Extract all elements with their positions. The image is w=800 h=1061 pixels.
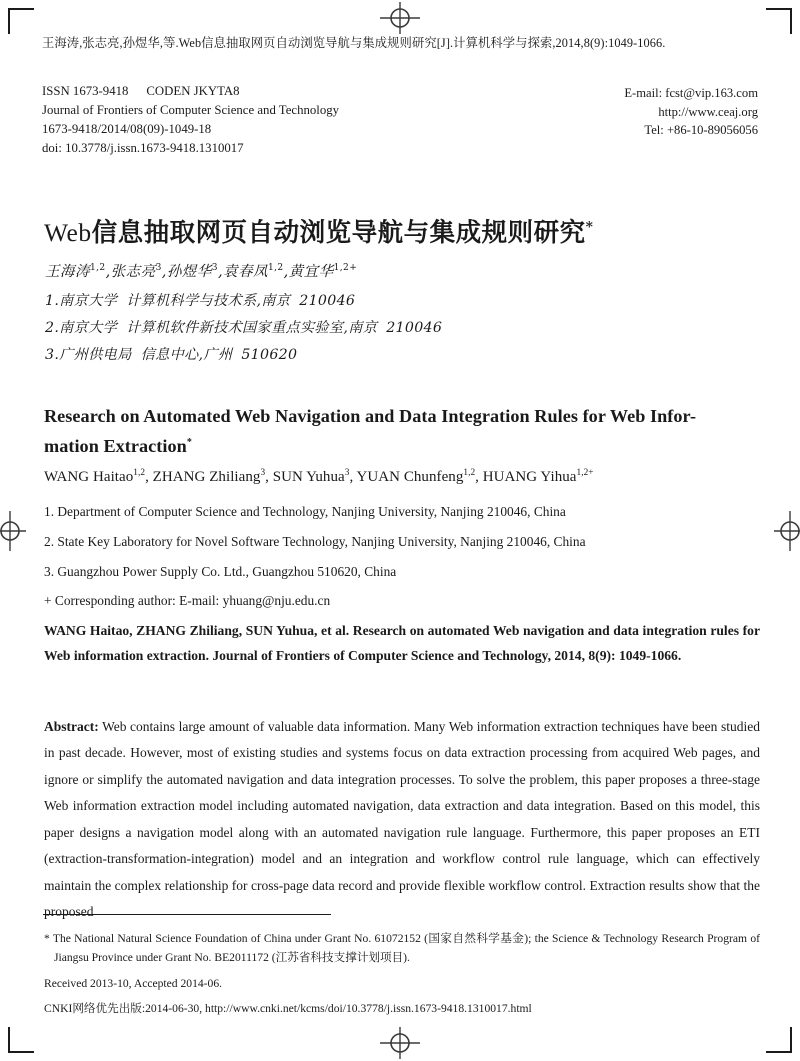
author-cn-name: 王海涛 [45, 263, 90, 280]
footnote-funding [44, 930, 760, 968]
affiliation-num: 3. [45, 346, 60, 363]
abstract-label: Abstract: [44, 719, 99, 734]
affiliation-num: 2. [45, 319, 60, 336]
affiliation-city: 南京 [261, 293, 291, 309]
author-cn-sup: 1,2 [89, 263, 106, 274]
affiliation-zip: 210046 [299, 293, 356, 309]
author-en-sup: 3 [344, 468, 350, 478]
author-en-name: YUAN Chunfeng [356, 469, 464, 485]
author-en-sup: 3 [260, 468, 266, 478]
registration-mark-right-icon [768, 509, 800, 553]
affiliations-cn [45, 288, 442, 369]
footnote-funding-text: The National Natural Science Foundation of China under Grant No. 61072152 (国家自然科学基金); the Science & Technology Research Program of Jiangsu Province under Grant No. BE2011172 (江苏省科技支撑计划项目). [52, 932, 760, 964]
author-en-sup: 1,2 [133, 468, 146, 478]
footnotes [44, 930, 760, 1019]
author-cn [45, 263, 106, 280]
affiliation-cn-item: 1.南京大学 计算机科学与技术系,南京 210046 [45, 293, 356, 309]
affiliation-en-item: 3. Guangzhou Power Supply Co. Ltd., Guangzhou 510620, China [44, 563, 397, 579]
author-en-name: WANG Haitao [44, 469, 134, 485]
affiliation-cn-item: 2.南京大学 计算机软件新技术国家重点实验室,南京 210046 [45, 319, 443, 336]
masthead-left [42, 82, 339, 158]
authors-cn [45, 260, 357, 281]
issn-line [42, 82, 339, 101]
affiliation-zip: 510620 [241, 346, 298, 363]
author-sep: , [217, 263, 223, 280]
author-cn-name: 袁春凤 [223, 263, 268, 280]
author-sep: , [161, 263, 167, 280]
title-cn-main: 信息抽取网页自动浏览导航与集成规则研究 [91, 218, 586, 249]
affiliation-num: 1. [45, 293, 60, 309]
author-cn [289, 263, 358, 280]
author-en [356, 469, 475, 485]
author-en [153, 469, 265, 485]
affiliation-city: 南京 [348, 319, 378, 336]
article-id: 1673-9418/2014/08(09)-1049-18 [42, 121, 212, 136]
registration-mark-bottom-icon [378, 1021, 422, 1061]
author-cn-sup: 1,2 [267, 263, 284, 274]
crop-mark-bottom-left [8, 1027, 34, 1053]
crop-mark-bottom-right [766, 1027, 792, 1053]
registration-mark-top-icon [378, 0, 422, 40]
title-cn-latin-prefix: Web [44, 218, 92, 248]
masthead [42, 82, 758, 158]
journal-name-en: Journal of Frontiers of Computer Science and Technology [42, 102, 340, 117]
contact-website[interactable]: http://www.ceaj.org [658, 104, 758, 119]
title-cn-footnote-marker: * [585, 219, 594, 236]
affiliation-dept: 信息中心 [140, 346, 199, 363]
crop-mark-top-right [766, 8, 792, 34]
author-cn-name: 孙煜华 [166, 263, 212, 280]
footnote-separator [43, 914, 331, 915]
affiliation-cn-item: 3.广州供电局 信息中心,广州 510620 [45, 346, 298, 363]
author-cn [111, 263, 162, 280]
author-sep: , [283, 263, 289, 280]
citation-block: WANG Haitao, ZHANG Zhiliang, SUN Yuhua, et al. Research on automated Web navigation and data integration rules for Web information extraction. Journal of Frontiers of Computer Science and Technology, 2014, 8(9): 1049-1066. [44, 623, 760, 664]
affiliation-zip: 210046 [386, 319, 443, 336]
masthead-contact [624, 82, 758, 140]
abstract-body: Web contains large amount of valuable data information. Many Web information extraction techniques have been studied in past decade. However, most of existing studies and systems focus on data extraction processing from acquired Web pages, and ignore or simplify the automated navigation and data integration processes. To solve the problem, this paper proposes a three-stage Web information extraction model including automated navigation, data extraction and data integration. Based on this model, this paper designs a navigation model along with an automated navigation rule language. Furthermore, this paper proposes an ETI (extraction-transformation-integration) model and an integration and workflow control rule language, which can effectively maintain the complex relationship for cross-page data record and provide flexible workflow control. Extraction results show that the proposed [44, 719, 760, 920]
author-cn-sup: 3 [211, 263, 218, 274]
author-en-name: SUN Yuhua [272, 469, 345, 485]
abstract [44, 714, 760, 926]
author-cn-name: 黄宜华 [288, 263, 334, 280]
footnote-cnki[interactable]: CNKI网络优先出版:2014-06-30, http://www.cnki.net/kcms/doi/10.3778/j.issn.1673-9418.1310017.html [44, 1002, 532, 1016]
author-en-sup: 1,2+ [576, 468, 594, 478]
affiliation-dept: 计算机软件新技术国家重点实验室 [126, 319, 344, 336]
author-en [273, 469, 350, 485]
contact-email: E-mail: fcst@vip.163.com [624, 86, 758, 100]
affiliation-city: 广州 [203, 346, 233, 363]
running-citation: 王海涛,张志亮,孙煜华,等.Web信息抽取网页自动浏览导航与集成规则研究[J].计算机科学与探索,2014,8(9):1049-1066. [42, 36, 666, 50]
footnote-received: Received 2013-10, Accepted 2014-06. [44, 976, 223, 990]
author-en-name: ZHANG Zhiliang [152, 469, 261, 485]
author-sep: , [105, 263, 111, 280]
corresponding-author-line[interactable]: + Corresponding author: E-mail: yhuang@nju.edu.cn [44, 593, 331, 609]
footnote-marker: * [44, 932, 50, 945]
doi: doi: 10.3778/j.issn.1673-9418.1310017 [42, 140, 244, 155]
contact-tel: Tel: +86-10-89056056 [644, 123, 758, 138]
author-cn-sup: 1,2+ [333, 263, 358, 274]
affiliation-en-item: 1. Department of Computer Science and Technology, Nanjing University, Nanjing 210046, China [44, 504, 566, 519]
affiliations-en [44, 497, 760, 616]
author-cn [223, 263, 284, 280]
title-en-footnote-marker: * [186, 437, 192, 449]
title-en-line2: mation Extraction [44, 436, 187, 457]
author-en-sup: 1,2 [463, 468, 476, 478]
page-title-cn [44, 213, 760, 249]
title-en-line1: Research on Automated Web Navigation and Data Integration Rules for Web Infor- [44, 406, 697, 427]
affiliation-dept: 计算机科学与技术系 [126, 293, 257, 309]
author-cn-name: 张志亮 [110, 263, 156, 280]
coden-value: CODEN JKYTA8 [146, 84, 240, 98]
crop-mark-top-left [8, 8, 34, 34]
page-title-en [44, 401, 760, 461]
author-en [44, 469, 145, 485]
affiliation-en-item: 2. State Key Laboratory for Novel Software Technology, Nanjing University, Nanjing 210046, China [44, 533, 586, 549]
author-cn [167, 263, 218, 280]
author-en [483, 469, 594, 485]
affiliation-org: 南京大学 [59, 293, 118, 309]
authors-en: WANG Haitao$^{1,2}$, ZHANG Zhiliang$^3$, SUN Yuhua$^3$, YUAN Chunfeng$^{1,2}$, HUANG Yihua$^{1,2+}$ [44, 468, 594, 485]
author-cn-sup: 3 [155, 263, 162, 274]
affiliation-org: 广州供电局 [59, 346, 132, 363]
issn-value: ISSN 1673-9418 [42, 84, 129, 98]
author-en-name: HUANG Yihua [482, 469, 577, 485]
affiliation-org: 南京大学 [59, 319, 118, 336]
registration-mark-left-icon [0, 509, 32, 553]
